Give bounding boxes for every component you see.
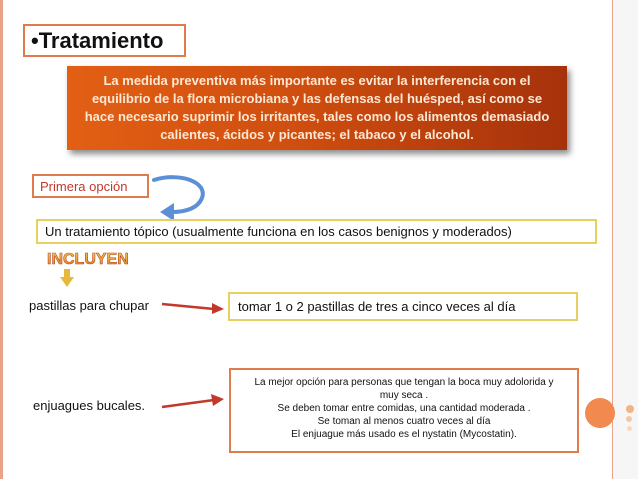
item-mouthwash-label: enjuagues bucales. bbox=[33, 398, 146, 413]
lozenges-dose-box: tomar 1 o 2 pastillas de tres a cinco veces al día bbox=[228, 292, 578, 321]
mouthwash-info-line: Se deben tomar entre comidas, una cantidad moderada . bbox=[277, 403, 531, 414]
includes-wordart bbox=[46, 247, 129, 269]
mouthwash-info-line: muy seca . bbox=[379, 390, 429, 401]
decorative-circle-small bbox=[627, 426, 632, 431]
first-option-label: Primera opción bbox=[32, 174, 149, 198]
treatment-description: Un tratamiento tópico (usualmente funciona en los casos benignos y moderados) bbox=[36, 219, 597, 244]
decorative-circle-large bbox=[585, 398, 615, 428]
item-lozenges-label: pastillas para chupar bbox=[29, 298, 149, 313]
includes-wordart-text: INCLUYEN bbox=[47, 251, 129, 268]
mouthwash-info-box bbox=[229, 368, 579, 453]
decorative-circle-small bbox=[626, 405, 634, 413]
prevention-banner bbox=[67, 66, 567, 150]
decorative-circle-small bbox=[626, 416, 632, 422]
left-frame-line bbox=[0, 0, 3, 479]
arrow-right-icon bbox=[160, 299, 226, 315]
mouthwash-info-line: La mejor opción para personas que tengan la boca muy adolorida y bbox=[254, 377, 554, 388]
arrow-right-icon bbox=[160, 393, 226, 411]
curved-arrow-icon bbox=[150, 170, 214, 222]
mouthwash-info-line: Se toman al menos cuatro veces al día bbox=[317, 416, 491, 427]
prevention-banner-text: La medida preventiva más importante es evitar la interferencia con el equilibrio de la flora microbiana y las defensas del huésped, así como se hace necesario suprimir los irritantes, tales como los alimentos demasiado calientes, ácidos y picantes; el tabaco y el alcohol. bbox=[84, 73, 550, 142]
slide-title: •Tratamiento bbox=[23, 24, 186, 57]
mouthwash-info-line: El enjuague más usado es el nystatin (Mycostatin). bbox=[291, 429, 517, 440]
down-arrow-icon bbox=[60, 269, 74, 287]
